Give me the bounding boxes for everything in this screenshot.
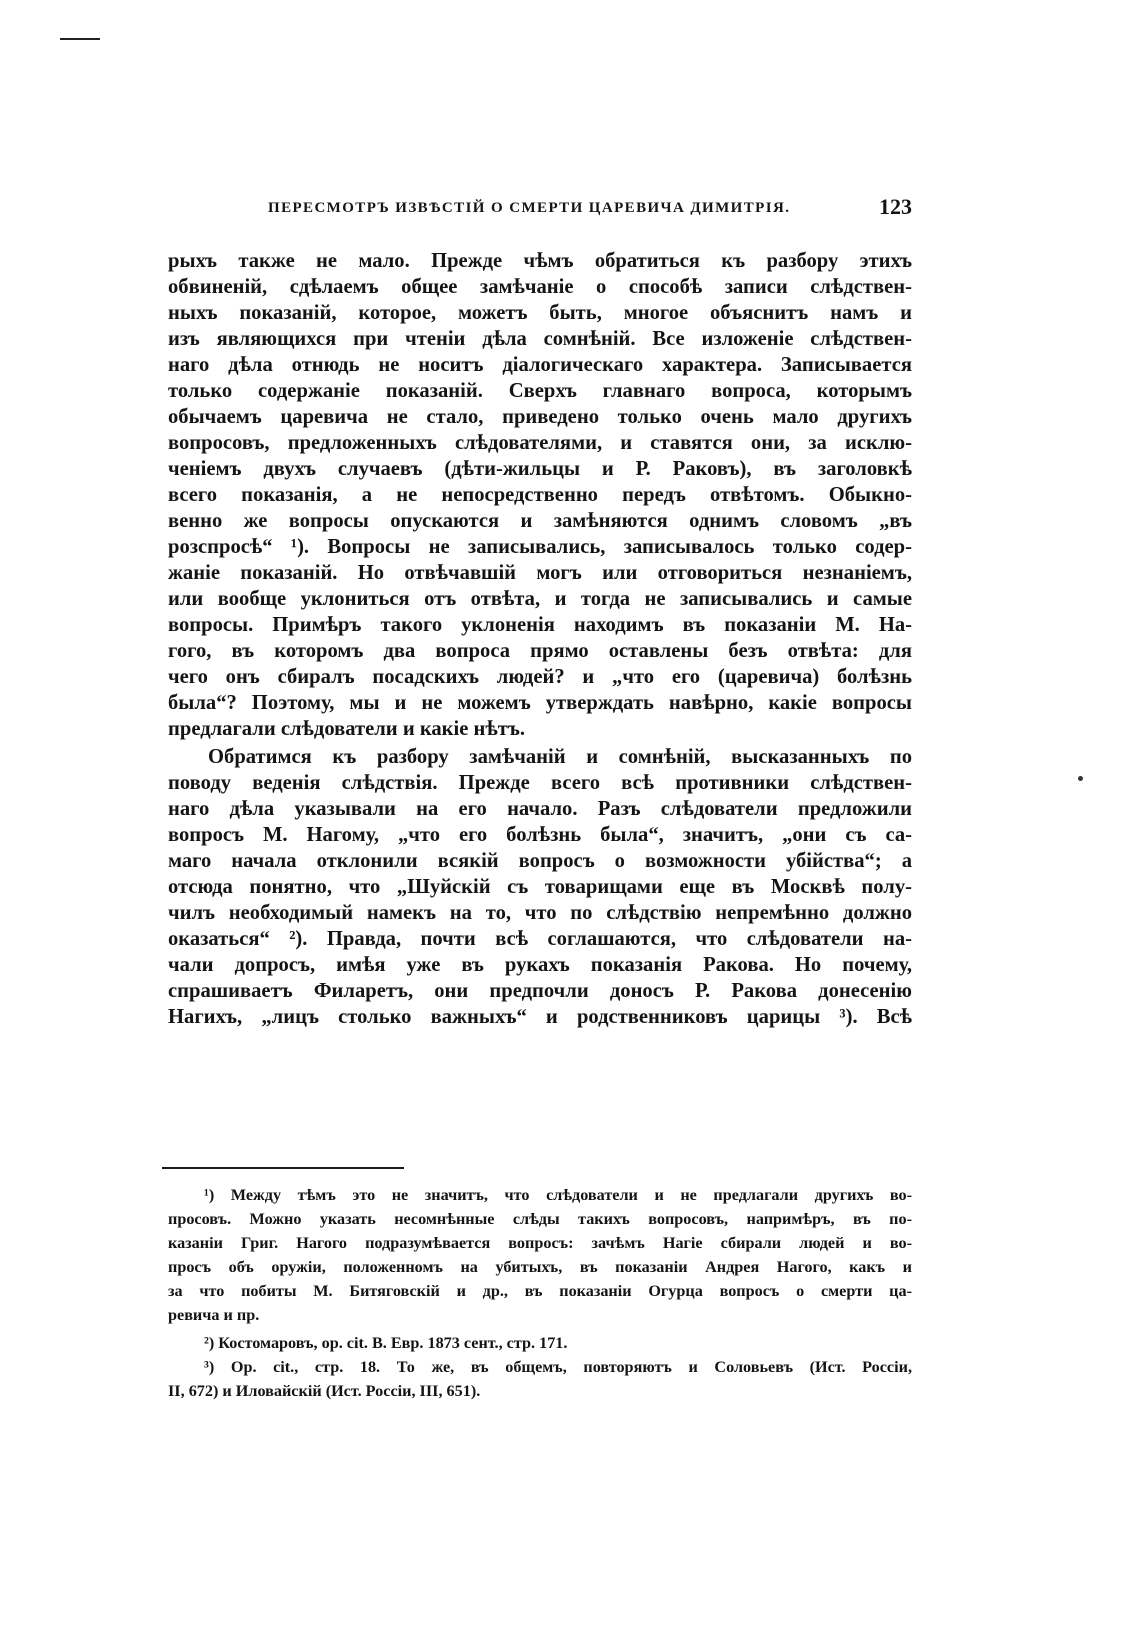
footnote-line: ревича и пр. bbox=[168, 1306, 260, 1324]
footnote-line: просъ объ оружіи, положенномъ на убитыхъ, въ показаніи Андрея Нагого, какъ и bbox=[168, 1258, 912, 1276]
text-line: отсюда понятно, что „Шуйскій съ товарищами еще въ Москвѣ полу- bbox=[168, 876, 912, 898]
text-line: наго дѣла указывали на его начало. Разъ слѣдователи предложили bbox=[168, 798, 912, 820]
text-line: чего онъ сбиралъ посадскихъ людей? и „что его (царевича) болѣзнь bbox=[168, 666, 912, 688]
footnote-2 bbox=[168, 1331, 912, 1355]
scan-speck bbox=[1078, 776, 1083, 781]
paragraph-1 bbox=[168, 248, 912, 742]
text-line: оказаться“ ²). Правда, почти всѣ соглашаются, что слѣдователи на- bbox=[168, 928, 912, 950]
text-line: ныхъ показаній, которое, можетъ быть, многое объяснитъ намъ и bbox=[168, 302, 912, 324]
text-line: спрашиваетъ Филаретъ, они предпочли доносъ Р. Ракова донесенію bbox=[168, 980, 912, 1002]
footnote-divider bbox=[162, 1167, 404, 1169]
text-line: или вообще уклониться отъ отвѣта, и тогда не записывались и самые bbox=[168, 588, 912, 610]
scan-edge-mark bbox=[60, 38, 100, 40]
text-line: вопросъ М. Нагому, „что его болѣзнь была“, значитъ, „они съ са- bbox=[168, 824, 912, 846]
text-line: Нагихъ, „лицъ столько важныхъ“ и родственниковъ царицы ³). Всѣ bbox=[168, 1006, 912, 1028]
text-line: венно же вопросы опускаются и замѣняются однимъ словомъ „въ bbox=[168, 510, 912, 532]
footnote-line: ³) Op. cit., стр. 18. То же, въ общемъ, повторяютъ и Соловьевъ (Ист. Россіи, bbox=[204, 1358, 912, 1376]
text-line: была“? Поэтому, мы и не можемъ утверждать навѣрно, какіе вопросы bbox=[168, 692, 912, 714]
footnotes bbox=[168, 1183, 912, 1403]
text-line: розспросѣ“ ¹). Вопросы не записывались, записывалось только содер- bbox=[168, 536, 912, 558]
main-text bbox=[168, 248, 912, 1030]
text-line: обычаемъ царевича не стало, приведено только очень мало другихъ bbox=[168, 406, 912, 428]
text-line: поводу веденія слѣдствія. Прежде всего всѣ противники слѣдствен- bbox=[168, 772, 912, 794]
text-line: чали допросъ, имѣя уже въ рукахъ показанія Ракова. Но почему, bbox=[168, 954, 912, 976]
footnote-line: казаніи Григ. Нагого подразумѣвается вопросъ: зачѣмъ Нагіе сбирали людей и во- bbox=[168, 1234, 912, 1252]
text-line: изъ являющихся при чтеніи дѣла сомнѣній. Все изложеніе слѣдствен- bbox=[168, 328, 912, 350]
footnote-line: ²) Костомаровъ, op. cit. В. Евр. 1873 сент., стр. 171. bbox=[204, 1334, 568, 1352]
text-line: вопросовъ, предложенныхъ слѣдователями, и ставятся они, за исклю- bbox=[168, 432, 912, 454]
footnote-line: II, 672) и Иловайскій (Ист. Россіи, III, 651). bbox=[168, 1382, 481, 1400]
footnote-1 bbox=[168, 1183, 912, 1327]
text-line: наго дѣла отнюдь не носитъ діалогическаго характера. Записывается bbox=[168, 354, 912, 376]
text-line: маго начала отклонили всякій вопросъ о возможности убійства“; а bbox=[168, 850, 912, 872]
footnote-line: просовъ. Можно указать несомнѣнные слѣды такихъ вопросовъ, напримѣръ, въ по- bbox=[168, 1210, 912, 1228]
text-line: гого, въ которомъ два вопроса прямо оставлены безъ отвѣта: для bbox=[168, 640, 912, 662]
running-title: ПЕРЕСМОТРЪ ИЗВѢСТІЙ О СМЕРТИ ЦАРЕВИЧА ДИМИТРІЯ. bbox=[268, 200, 791, 216]
text-line: предлагали слѣдователи и какіе нѣтъ. bbox=[168, 718, 526, 740]
text-line: вопросы. Примѣръ такого уклоненія находимъ въ показаніи М. На- bbox=[168, 614, 912, 636]
footnote-line: ¹) Между тѣмъ это не значитъ, что слѣдователи и не предлагали другихъ во- bbox=[204, 1186, 912, 1204]
footnote-line: за что побиты М. Битяговскій и др., въ показаніи Огурца вопросъ о смерти ца- bbox=[168, 1282, 912, 1300]
text-line: жаніе показаній. Но отвѣчавшій могъ или отговориться незнаніемъ, bbox=[168, 562, 912, 584]
text-line: Обратимся къ разбору замѣчаній и сомнѣній, высказанныхъ по bbox=[208, 746, 912, 768]
text-line: рыхъ также не мало. Прежде чѣмъ обратиться къ разбору этихъ bbox=[168, 250, 912, 272]
text-line: обвиненій, сдѣлаемъ общее замѣчаніе о способѣ записи слѣдствен- bbox=[168, 276, 912, 298]
text-line: ченіемъ двухъ случаевъ (дѣти-жильцы и Р. Раковъ), въ заголовкѣ bbox=[168, 458, 912, 480]
paragraph-2 bbox=[168, 744, 912, 1030]
running-header bbox=[168, 194, 912, 224]
text-line: только содержаніе показаній. Сверхъ главнаго вопроса, которымъ bbox=[168, 380, 912, 402]
footnote-3 bbox=[168, 1355, 912, 1403]
page-number: 123 bbox=[879, 194, 912, 219]
text-line: всего показанія, а не непосредственно передъ отвѣтомъ. Обыкно- bbox=[168, 484, 912, 506]
text-line: чилъ необходимый намекъ на то, что по слѣдствію непремѣнно должно bbox=[168, 902, 912, 924]
